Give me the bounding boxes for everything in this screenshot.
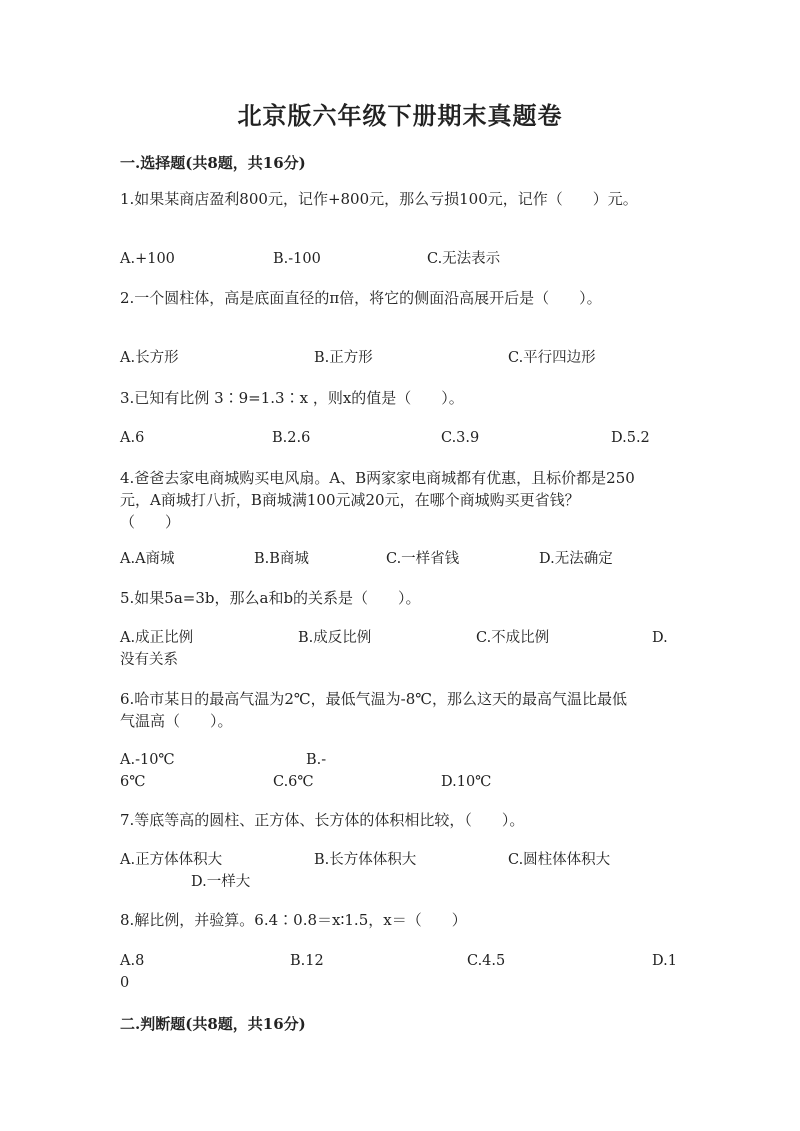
question-4-line-1: 4.爸爸去家电商城购买电风扇。A、B两家家电商城都有优惠，且标价都是250 — [120, 469, 635, 487]
question-4-line-2: 元，A商城打八折，B商城满100元减20元，在哪个商城购买更省钱？ — [120, 491, 580, 509]
question-3: 3.已知有比例 3∶9=1.3∶x ，则x的值是（ ）。 — [120, 389, 464, 407]
q8-option-d[interactable]: D.1 — [652, 953, 677, 969]
question-4-line-3: （ ） — [120, 513, 181, 531]
question-6-line-2: 气温高（ ）。 — [120, 712, 233, 730]
q6-option-d[interactable]: D.10℃ — [441, 774, 492, 790]
question-8: 8.解比例，并验算。6.4∶0.8＝x∶1.5，x＝（ ） — [120, 911, 467, 929]
q7-option-d[interactable]: D.一样大 — [191, 874, 251, 890]
q6-option-a[interactable]: A.-10℃ — [120, 752, 175, 768]
q4-option-a[interactable]: A.A商城 — [120, 551, 175, 567]
q2-option-b[interactable]: B.正方形 — [314, 350, 373, 366]
q3-option-d[interactable]: D.5.2 — [611, 430, 650, 446]
question-1: 1.如果某商店盈利800元，记作+800元，那么亏损100元，记作（ ）元。 — [120, 190, 638, 208]
question-2: 2.一个圆柱体，高是底面直径的π倍，将它的侧面沿高展开后是（ ）。 — [120, 289, 602, 307]
q5-option-d-wrap: 没有关系 — [120, 652, 178, 668]
q5-option-c[interactable]: C.不成比例 — [476, 630, 550, 646]
q4-option-d[interactable]: D.无法确定 — [539, 551, 613, 567]
q1-option-c[interactable]: C.无法表示 — [427, 251, 501, 267]
q1-option-b[interactable]: B.-100 — [273, 251, 321, 267]
q6-option-c[interactable]: C.6℃ — [273, 774, 314, 790]
q3-option-c[interactable]: C.3.9 — [441, 430, 480, 446]
q8-option-d-wrap: 0 — [120, 975, 130, 991]
question-7: 7.等底等高的圆柱、正方体、长方体的体积相比较，（ ）。 — [120, 811, 525, 829]
q7-option-a[interactable]: A.正方体体积大 — [120, 852, 223, 868]
q4-option-b[interactable]: B.B商城 — [254, 551, 309, 567]
q5-option-a[interactable]: A.成正比例 — [120, 630, 194, 646]
q4-option-c[interactable]: C.一样省钱 — [386, 551, 460, 567]
q8-option-c[interactable]: C.4.5 — [467, 953, 506, 969]
section-heading-choice: 一.选择题(共8题，共16分) — [120, 154, 306, 172]
question-6-line-1: 6.哈市某日的最高气温为2℃，最低气温为-8℃，那么这天的最高气温比最低 — [120, 690, 628, 708]
q8-option-b[interactable]: B.12 — [290, 953, 324, 969]
section-heading-judgement: 二.判断题(共8题，共16分) — [120, 1015, 306, 1033]
page-title: 北京版六年级下册期末真题卷 — [237, 101, 563, 130]
q8-option-a[interactable]: A.8 — [120, 953, 145, 969]
q2-option-c[interactable]: C.平行四边形 — [508, 350, 596, 366]
q5-option-b[interactable]: B.成反比例 — [298, 630, 372, 646]
q3-option-a[interactable]: A.6 — [120, 430, 145, 446]
q6-option-b-wrap: 6℃ — [120, 774, 146, 790]
q7-option-c[interactable]: C.圆柱体体积大 — [508, 852, 611, 868]
q2-option-a[interactable]: A.长方形 — [120, 350, 179, 366]
q7-option-b[interactable]: B.长方体体积大 — [314, 852, 417, 868]
question-5: 5.如果5a=3b，那么a和b的关系是（ ）。 — [120, 589, 421, 607]
q3-option-b[interactable]: B.2.6 — [272, 430, 311, 446]
q5-option-d[interactable]: D. — [652, 630, 668, 646]
q6-option-b[interactable]: B.- — [306, 752, 327, 768]
q1-option-a[interactable]: A.+100 — [120, 251, 175, 267]
